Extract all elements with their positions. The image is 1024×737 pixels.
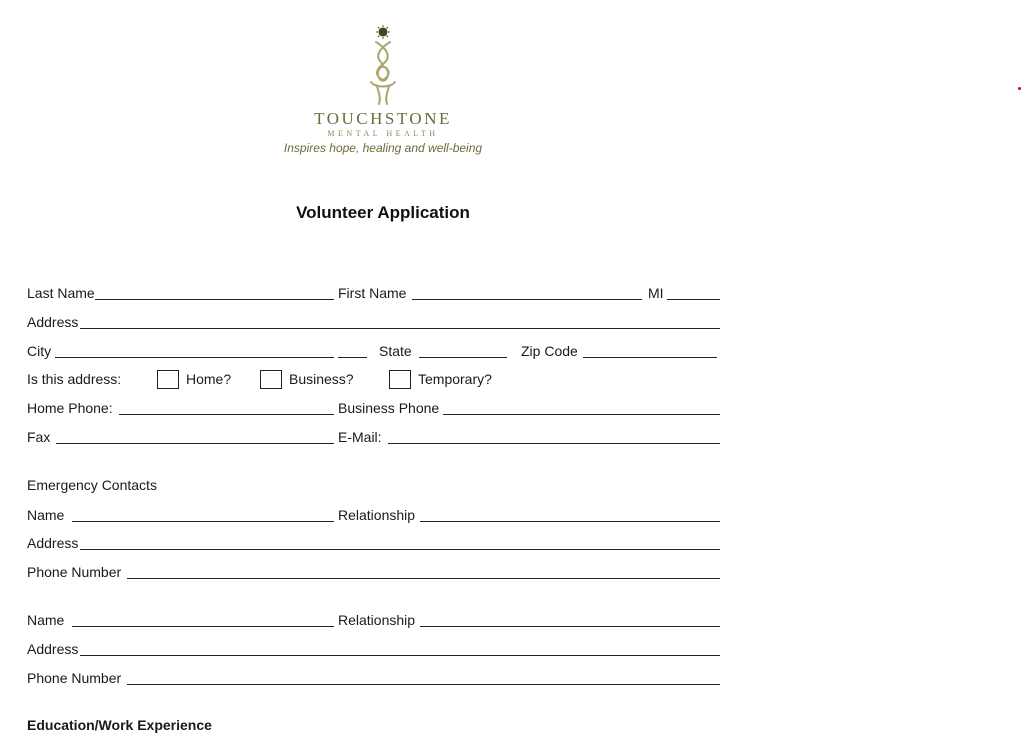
business-checkbox[interactable] [260, 370, 282, 389]
contact2-name-label: Name [27, 612, 65, 628]
mi-field[interactable] [667, 299, 720, 300]
email-field[interactable] [388, 443, 720, 444]
zip-field[interactable] [583, 357, 717, 358]
contact2-relationship-field[interactable] [420, 626, 720, 627]
contact1-name-field[interactable] [72, 521, 334, 522]
contact2-name-field[interactable] [72, 626, 334, 627]
education-work-heading: Education/Work Experience [27, 717, 212, 733]
contact1-name-label: Name [27, 507, 65, 523]
address-field[interactable] [80, 328, 720, 329]
contact1-relationship-field[interactable] [420, 521, 720, 522]
state-label: State [379, 343, 412, 359]
first-name-field[interactable] [412, 299, 642, 300]
email-label: E-Mail: [338, 429, 382, 445]
home-checkbox-label: Home? [186, 371, 232, 387]
city-extra-field[interactable] [338, 357, 367, 358]
city-label: City [27, 343, 52, 359]
contact1-phone-label: Phone Number [27, 564, 122, 580]
business-phone-label: Business Phone [338, 400, 440, 416]
last-name-field[interactable] [95, 299, 334, 300]
home-phone-label: Home Phone: [27, 400, 113, 416]
red-dot-mark [1018, 87, 1021, 90]
zip-label: Zip Code [521, 343, 578, 359]
brand-name: TOUCHSTONE [314, 109, 452, 128]
address-label: Address [27, 314, 79, 330]
city-field[interactable] [55, 357, 334, 358]
temporary-checkbox-label: Temporary? [418, 371, 492, 387]
form-title: Volunteer Application [296, 203, 470, 222]
contact2-relationship-label: Relationship [338, 612, 416, 628]
brand-subtitle: MENTAL HEALTH [327, 129, 439, 138]
mi-label: MI [648, 285, 664, 301]
first-name-label: First Name [338, 285, 407, 301]
state-field[interactable] [419, 357, 507, 358]
home-phone-field[interactable] [119, 414, 334, 415]
contact1-phone-field[interactable] [127, 578, 720, 579]
logo-block [0, 24, 766, 155]
touchstone-figure-icon [363, 24, 403, 106]
fax-label: Fax [27, 429, 51, 445]
contact2-phone-label: Phone Number [27, 670, 122, 686]
business-checkbox-label: Business? [289, 371, 354, 387]
address-type-label: Is this address: [27, 371, 122, 387]
contact2-address-field[interactable] [80, 655, 720, 656]
contact1-address-field[interactable] [80, 549, 720, 550]
contact2-phone-field[interactable] [127, 684, 720, 685]
contact2-address-label: Address [27, 641, 79, 657]
temporary-checkbox[interactable] [389, 370, 411, 389]
emergency-contacts-heading: Emergency Contacts [27, 477, 157, 493]
business-phone-field[interactable] [443, 414, 720, 415]
contact1-relationship-label: Relationship [338, 507, 416, 523]
tagline: Inspires hope, healing and well-being [283, 141, 483, 155]
contact1-address-label: Address [27, 535, 79, 551]
fax-field[interactable] [56, 443, 334, 444]
home-checkbox[interactable] [157, 370, 179, 389]
last-name-label: Last Name [27, 285, 95, 301]
